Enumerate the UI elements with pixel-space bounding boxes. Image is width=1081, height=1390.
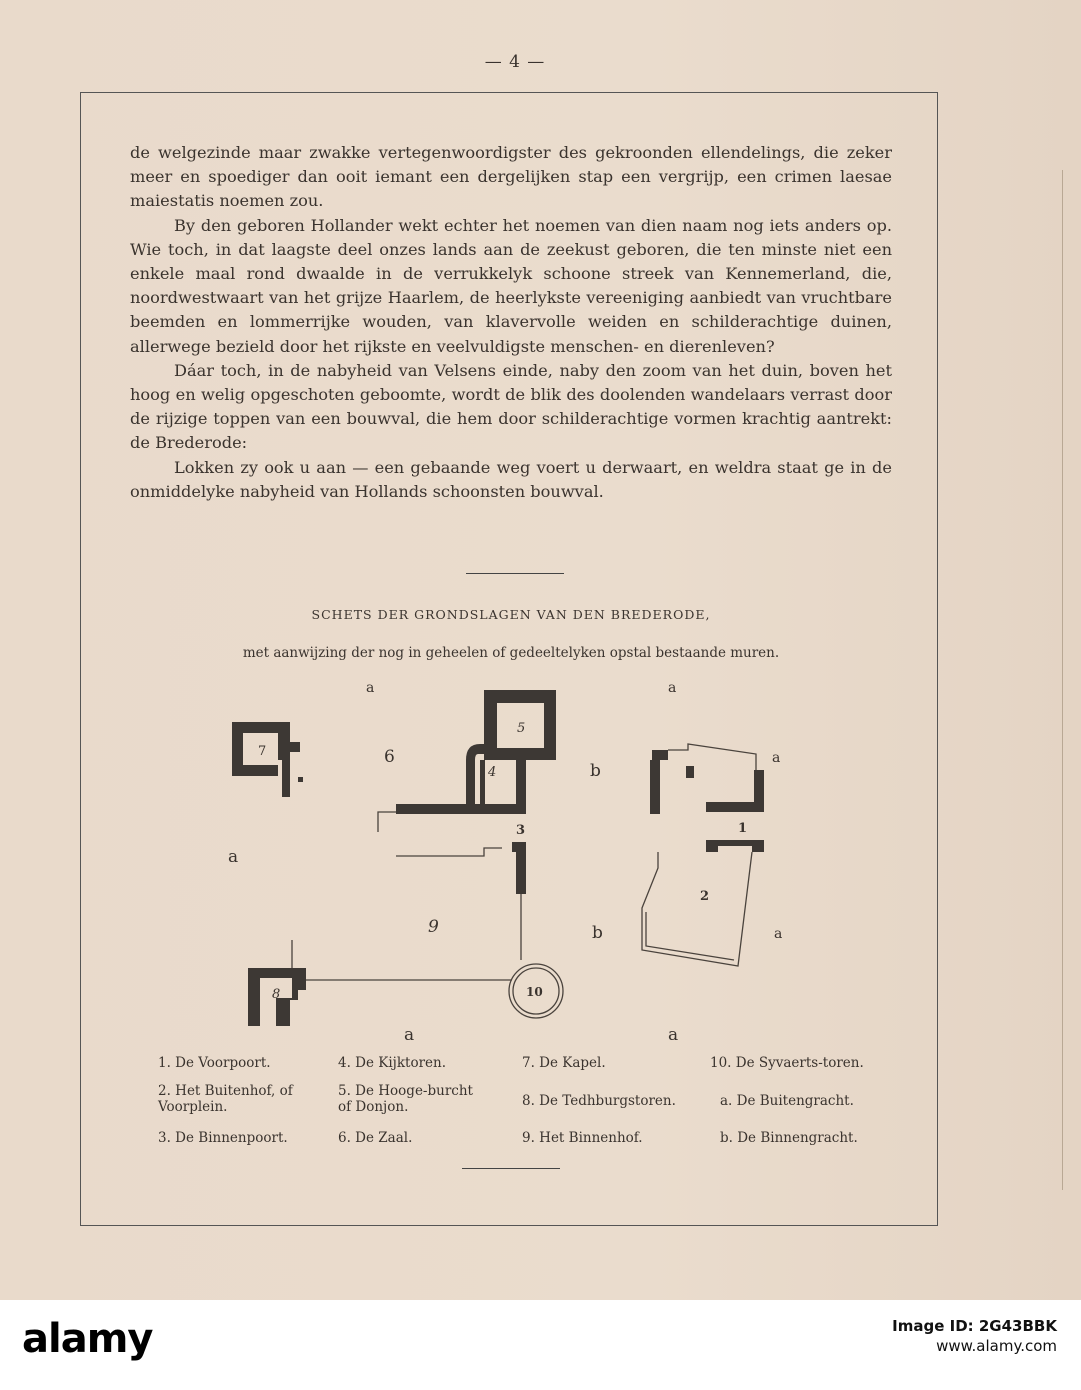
label-a: a (668, 1025, 679, 1045)
label-4: 4 (488, 765, 497, 780)
image-id: Image ID: 2G43BBK (892, 1317, 1057, 1335)
legend-item: 3. De Binnenpoort. (158, 1130, 288, 1146)
legend-item: 6. De Zaal. (338, 1130, 413, 1146)
label-3: 3 (516, 823, 526, 838)
label-6: 6 (384, 747, 395, 767)
legend-item: 5. De Hooge-burcht of Donjon. (338, 1083, 473, 1115)
legend-item: 1. De Voorpoort. (158, 1055, 271, 1071)
label-9: 9 (428, 917, 439, 937)
label-7: 7 (258, 744, 267, 759)
paragraph: Dáar toch, in de nabyheid van Velsens einde, naby den zoom van het duin, boven het hoog en welig opgeschoten geboomte, wordt de blik des doolenden wandelaars verrast door de rijzige toppen van een bouwval, die hem door schilderachtige vormen krachtig aantrekt: de Brederode: (130, 360, 892, 453)
label-a: a (668, 680, 677, 696)
paragraph: By den geboren Hollander wekt echter het noemen van dien naam nog iets anders op. Wie toch, in dat laagste deel onzes lands aan de zeekust geboren, die ten minste niet een enkele maal rond dwaalde in de verrukkelyk schoone streek van Kennemerland, die, noordwestwaart van het grijze Haarlem, de heerlykste vereeniging aanbiedt van vruchtbare beemden en lommerrijke wouden, van klavervolle weiden en schilderachtige duinen, allerwege bezield door het rijkste en veelvuldigste menschen- en dierenleven? (130, 215, 892, 356)
wall-shapes (232, 690, 764, 1026)
stock-info (892, 1316, 1057, 1356)
paragraph: de welgezinde maar zwakke vertegenwoordigster des gekroonden ellendelings, die zeker meer en spoediger dan ooit iemant een dergelijken stap een vergrijp, een crimen laesae maiestatis noemen zou. (130, 143, 892, 211)
site-url: www.alamy.com (936, 1337, 1057, 1355)
label-8: 8 (272, 987, 281, 1002)
label-5: 5 (517, 721, 526, 736)
legend-item: 7. De Kapel. (522, 1055, 606, 1071)
label-a: a (774, 926, 783, 942)
label-b: b (592, 923, 603, 943)
legend-item: 2. Het Buitenhof, of Voorplein. (158, 1083, 293, 1115)
label-a: a (772, 750, 781, 766)
paragraph: Lokken zy ook u aan — een gebaande weg voert u derwaart, en weldra staat ge in de onmiddelyke nabyheid van Hollands schoonsten bouwval. (130, 457, 892, 501)
legend-item: 8. De Tedhburgstoren. (522, 1093, 676, 1109)
brand-logo: alamy (22, 1316, 153, 1362)
label-a: a (228, 847, 239, 867)
page-number: — 4 — (484, 52, 546, 72)
label-2: 2 (700, 889, 710, 904)
legend-item: b. De Binnengracht. (720, 1130, 858, 1146)
label-10: 10 (526, 985, 543, 999)
figure-subtitle: met aanwijzing der nog in geheelen of gedeeltelyken opstal bestaande muren. (242, 645, 780, 661)
label-a: a (404, 1025, 415, 1045)
end-divider (462, 1168, 560, 1169)
label-b: b (590, 761, 601, 781)
legend-item: 4. De Kijktoren. (338, 1055, 447, 1071)
figure-title: SCHETS DER GRONDSLAGEN VAN DEN BREDERODE, (311, 607, 711, 622)
legend-item: 9. Het Binnenhof. (522, 1130, 643, 1146)
legend-item: 10. De Syvaerts-toren. (710, 1055, 864, 1071)
label-1: 1 (738, 821, 748, 836)
legend-item: a. De Buitengracht. (720, 1093, 854, 1109)
label-a: a (366, 680, 375, 696)
